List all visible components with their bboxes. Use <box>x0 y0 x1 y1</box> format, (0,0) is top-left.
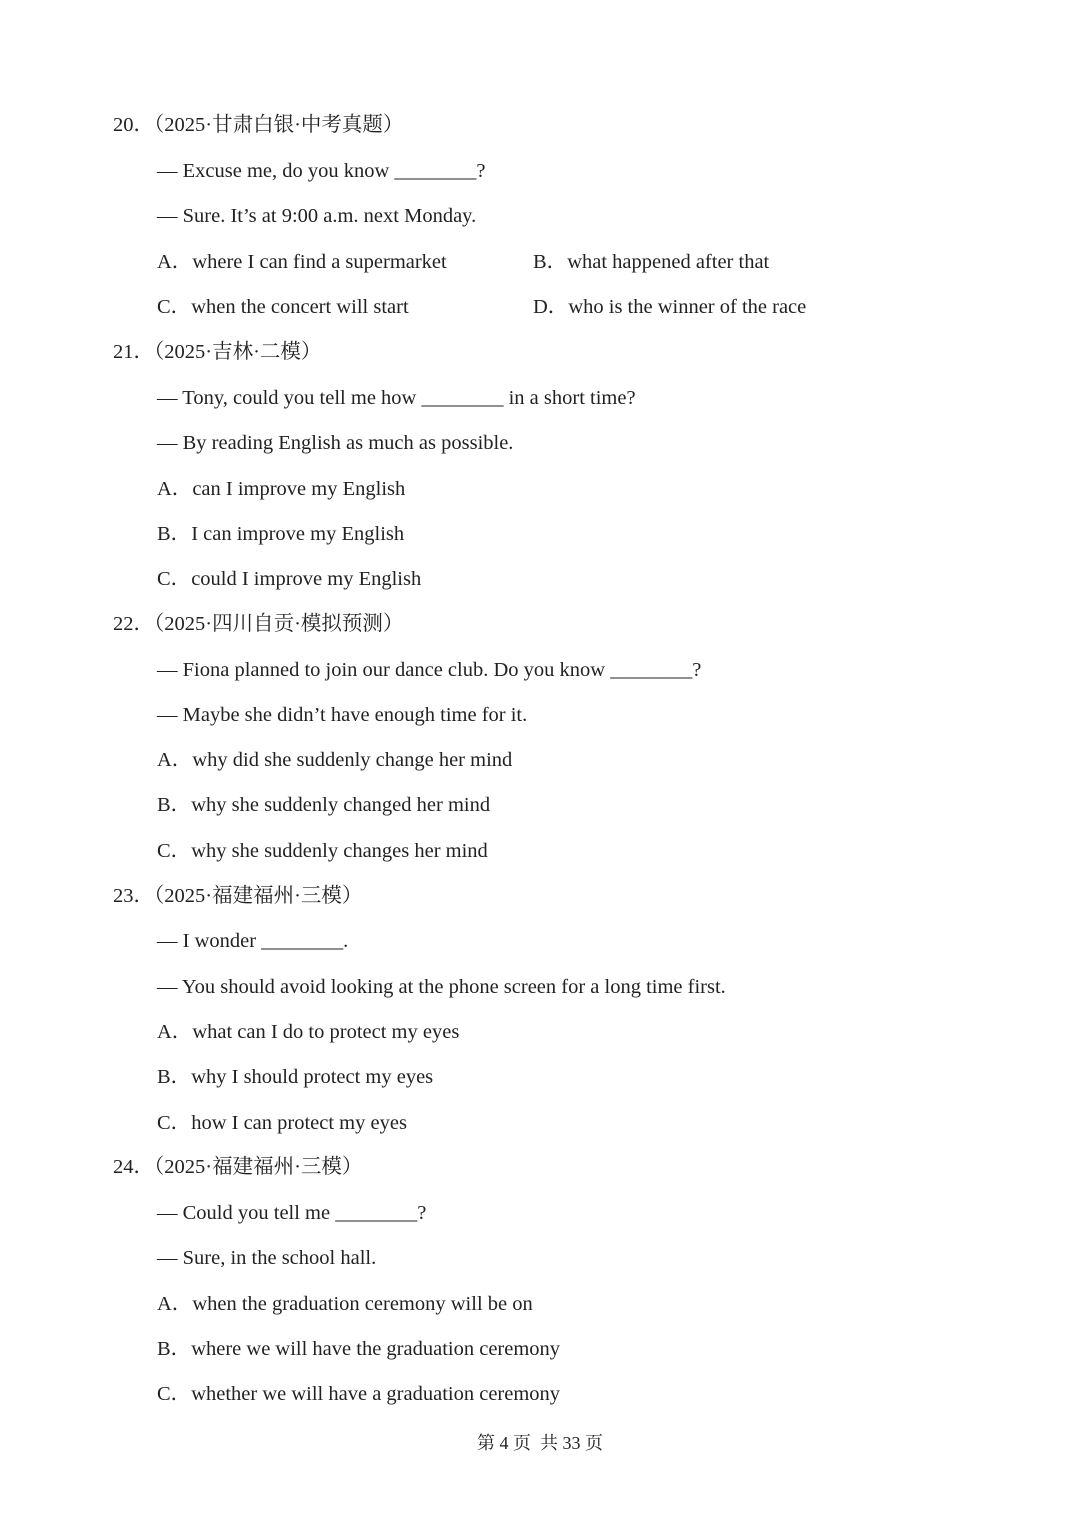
option-text: who is the winner of the race <box>568 296 807 318</box>
option-text: how I can protect my eyes <box>191 1112 407 1134</box>
option-letter: A． <box>157 1293 193 1315</box>
question-24-header <box>113 1154 362 1180</box>
question-20-option-a[interactable] <box>157 249 447 275</box>
option-letter: B． <box>157 1338 192 1360</box>
question-source: （2025·吉林·二模） <box>154 341 322 363</box>
question-21-dialogue-2: — By reading English as much as possible. <box>157 432 514 454</box>
question-number: 21． <box>113 341 154 363</box>
option-text: where we will have the graduation ceremony <box>191 1338 561 1360</box>
option-text: why did she suddenly change her mind <box>192 749 513 771</box>
question-number: 24． <box>113 1156 154 1178</box>
option-text: why she suddenly changes her mind <box>191 840 488 862</box>
question-24-dialogue-1: — Could you tell me ________? <box>157 1202 427 1224</box>
question-22-option-a[interactable] <box>157 747 512 773</box>
page-footer <box>0 1430 1080 1456</box>
option-letter: C． <box>157 568 192 590</box>
option-letter: A． <box>157 1021 193 1043</box>
option-text: I can improve my English <box>191 523 405 545</box>
option-text: could I improve my English <box>191 568 422 590</box>
page-number-text: 第 4 页 共 33 页 <box>477 1433 603 1453</box>
question-20-header <box>113 112 403 138</box>
question-23-dialogue-1: — I wonder ________. <box>157 930 349 952</box>
option-text: why she suddenly changed her mind <box>191 794 491 816</box>
question-24-option-a[interactable] <box>157 1291 533 1317</box>
question-source: （2025·福建福州·三模） <box>154 1156 363 1178</box>
question-23-option-c[interactable] <box>157 1110 407 1136</box>
question-source: （2025·四川自贡·模拟预测） <box>154 613 404 635</box>
question-21-dialogue-1: — Tony, could you tell me how ________ in a short time? <box>157 387 636 409</box>
option-letter: C． <box>157 1112 192 1134</box>
question-22-dialogue-1: — Fiona planned to join our dance club. Do you know ________? <box>157 659 702 681</box>
question-24-option-c[interactable] <box>157 1381 560 1407</box>
question-24-option-b[interactable] <box>157 1336 560 1362</box>
question-20-option-c[interactable] <box>157 294 409 320</box>
question-22-option-c[interactable] <box>157 838 488 864</box>
option-letter: A． <box>157 749 193 771</box>
question-21-header <box>113 339 321 365</box>
option-text: what can I do to protect my eyes <box>192 1021 460 1043</box>
option-letter: B． <box>157 523 192 545</box>
question-20-dialogue-2: — Sure. It’s at 9:00 a.m. next Monday. <box>157 205 477 227</box>
question-20-dialogue-1: — Excuse me, do you know ________? <box>157 160 486 182</box>
option-letter: A． <box>157 251 193 273</box>
option-letter: B． <box>533 251 568 273</box>
option-letter: A． <box>157 478 193 500</box>
option-text: whether we will have a graduation ceremony <box>191 1383 561 1405</box>
option-text: why I should protect my eyes <box>191 1066 434 1088</box>
option-letter: C． <box>157 296 192 318</box>
question-20-option-d[interactable] <box>533 294 806 320</box>
question-21-option-b[interactable] <box>157 521 404 547</box>
question-23-option-a[interactable] <box>157 1019 459 1045</box>
question-21-option-c[interactable] <box>157 566 421 592</box>
question-22-dialogue-2: — Maybe she didn’t have enough time for it. <box>157 704 528 726</box>
question-24-dialogue-2: — Sure, in the school hall. <box>157 1247 377 1269</box>
question-source: （2025·福建福州·三模） <box>154 885 363 907</box>
question-20-option-b[interactable] <box>533 249 769 275</box>
question-22-header <box>113 611 403 637</box>
option-letter: C． <box>157 1383 192 1405</box>
option-text: where I can find a supermarket <box>192 251 447 273</box>
question-23-header <box>113 883 362 909</box>
question-22-option-b[interactable] <box>157 792 490 818</box>
option-letter: B． <box>157 1066 192 1088</box>
question-21-option-a[interactable] <box>157 476 405 502</box>
option-text: when the concert will start <box>191 296 409 318</box>
question-number: 20． <box>113 114 154 136</box>
question-23-option-b[interactable] <box>157 1064 433 1090</box>
question-number: 22． <box>113 613 154 635</box>
option-letter: D． <box>533 296 569 318</box>
option-letter: C． <box>157 840 192 862</box>
option-text: when the graduation ceremony will be on <box>192 1293 533 1315</box>
question-source: （2025·甘肃白银·中考真题） <box>154 114 404 136</box>
option-text: what happened after that <box>567 251 770 273</box>
question-number: 23． <box>113 885 154 907</box>
option-letter: B． <box>157 794 192 816</box>
option-text: can I improve my English <box>192 478 406 500</box>
question-23-dialogue-2: — You should avoid looking at the phone screen for a long time first. <box>157 976 726 998</box>
